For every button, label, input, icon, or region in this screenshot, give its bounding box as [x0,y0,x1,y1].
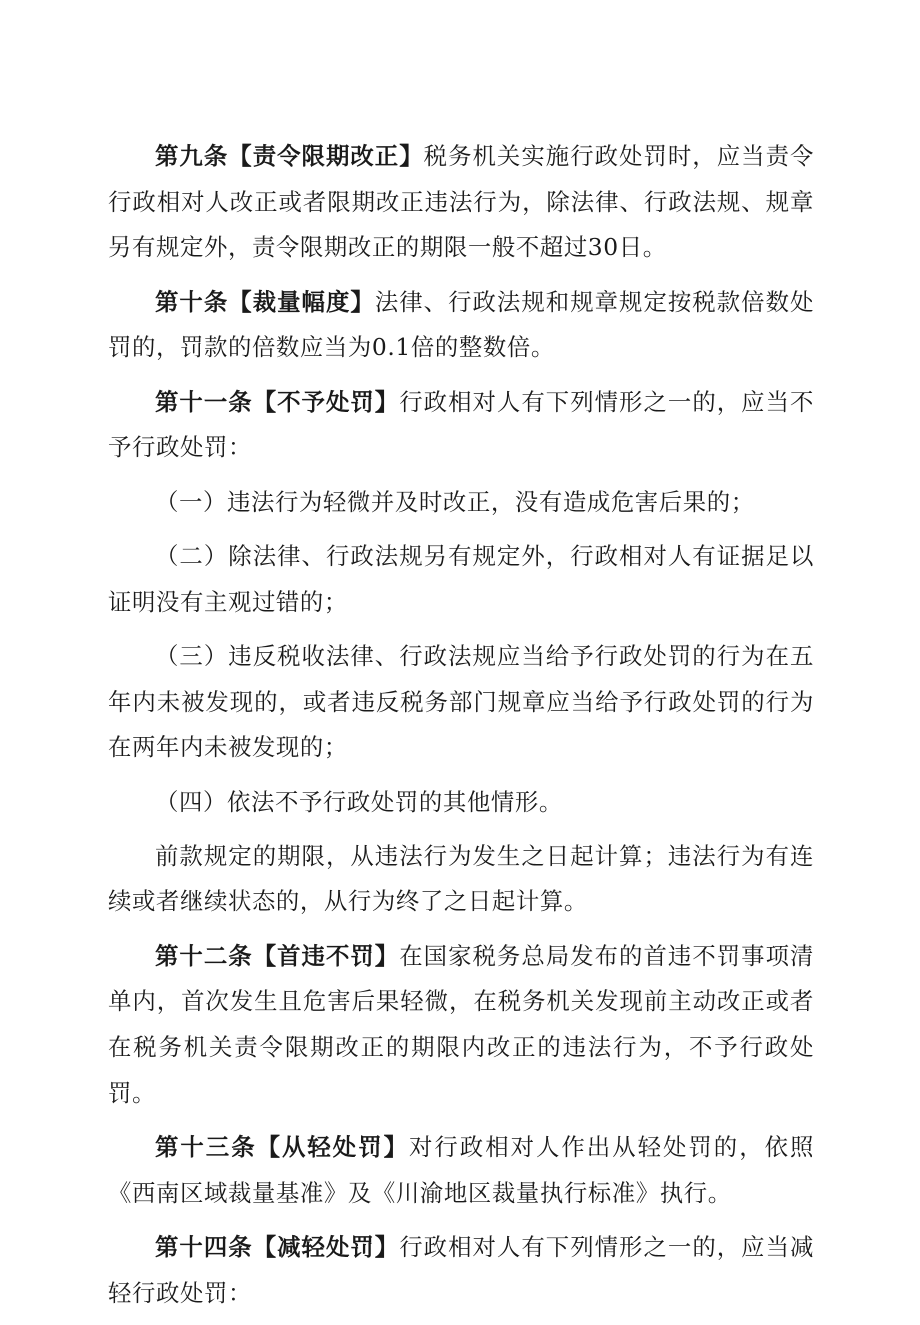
list-item: （二）除法律、行政法规另有规定外，行政相对人有证据足以证明没有主观过错的； [108,541,814,616]
paragraph: 前款规定的期限，从违法行为发生之日起计算；违法行为有连续或者继续状态的，从行为终了之日起计算。 [108,841,814,916]
article-14 [108,1225,814,1316]
article-10 [108,280,814,371]
article-heading: 第十四条【减轻处罚】 [155,1233,400,1262]
article-12 [108,934,814,1116]
article-heading: 第十一条【不予处罚】 [155,387,400,416]
list-item: （一）违法行为轻微并及时改正，没有造成危害后果的； [155,487,755,516]
article-heading: 第十三条【从轻处罚】 [155,1133,409,1162]
article-text: 在国家税务总局发布的首违不罚事项清单内，首次发生且危害后果轻微，在税务机关发现前主动改正或者在税务机关责令限期改正的期限内改正的违法行为，不予行政处罚。 [108,941,814,1107]
article-9 [108,134,814,271]
list-item: （四）依法不予行政处罚的其他情形。 [155,787,563,816]
article-text: 对行政相对人作出从轻处罚的，依照《西南区域裁量基准》及《川渝地区裁量执行标准》执行。 [108,1133,814,1207]
article-text: 行政相对人有下列情形之一的，应当不予行政处罚： [108,387,814,462]
article-text: 行政相对人有下列情形之一的，应当减轻行政处罚： [108,1233,814,1307]
list-item: （三）违反税收法律、行政法规应当给予行政处罚的行为在五年内未被发现的，或者违反税务部门规章应当给予行政处罚的行为在两年内未被发现的； [108,641,814,762]
article-text: 税务机关实施行政处罚时，应当责令行政相对人改正或者限期改正违法行为，除法律、行政法规、规章另有规定外，责令限期改正的期限一般不超过30日。 [108,142,814,262]
article-13 [108,1125,814,1216]
article-heading: 第十二条【首违不罚】 [155,941,400,970]
document-page [108,134,814,1325]
article-11 [108,380,814,471]
article-heading: 第十条【裁量幅度】 [155,287,375,316]
article-text: 法律、行政法规和规章规定按税款倍数处罚的，罚款的倍数应当为0.1倍的整数倍。 [108,287,814,362]
article-heading: 第九条【责令限期改正】 [155,142,424,170]
